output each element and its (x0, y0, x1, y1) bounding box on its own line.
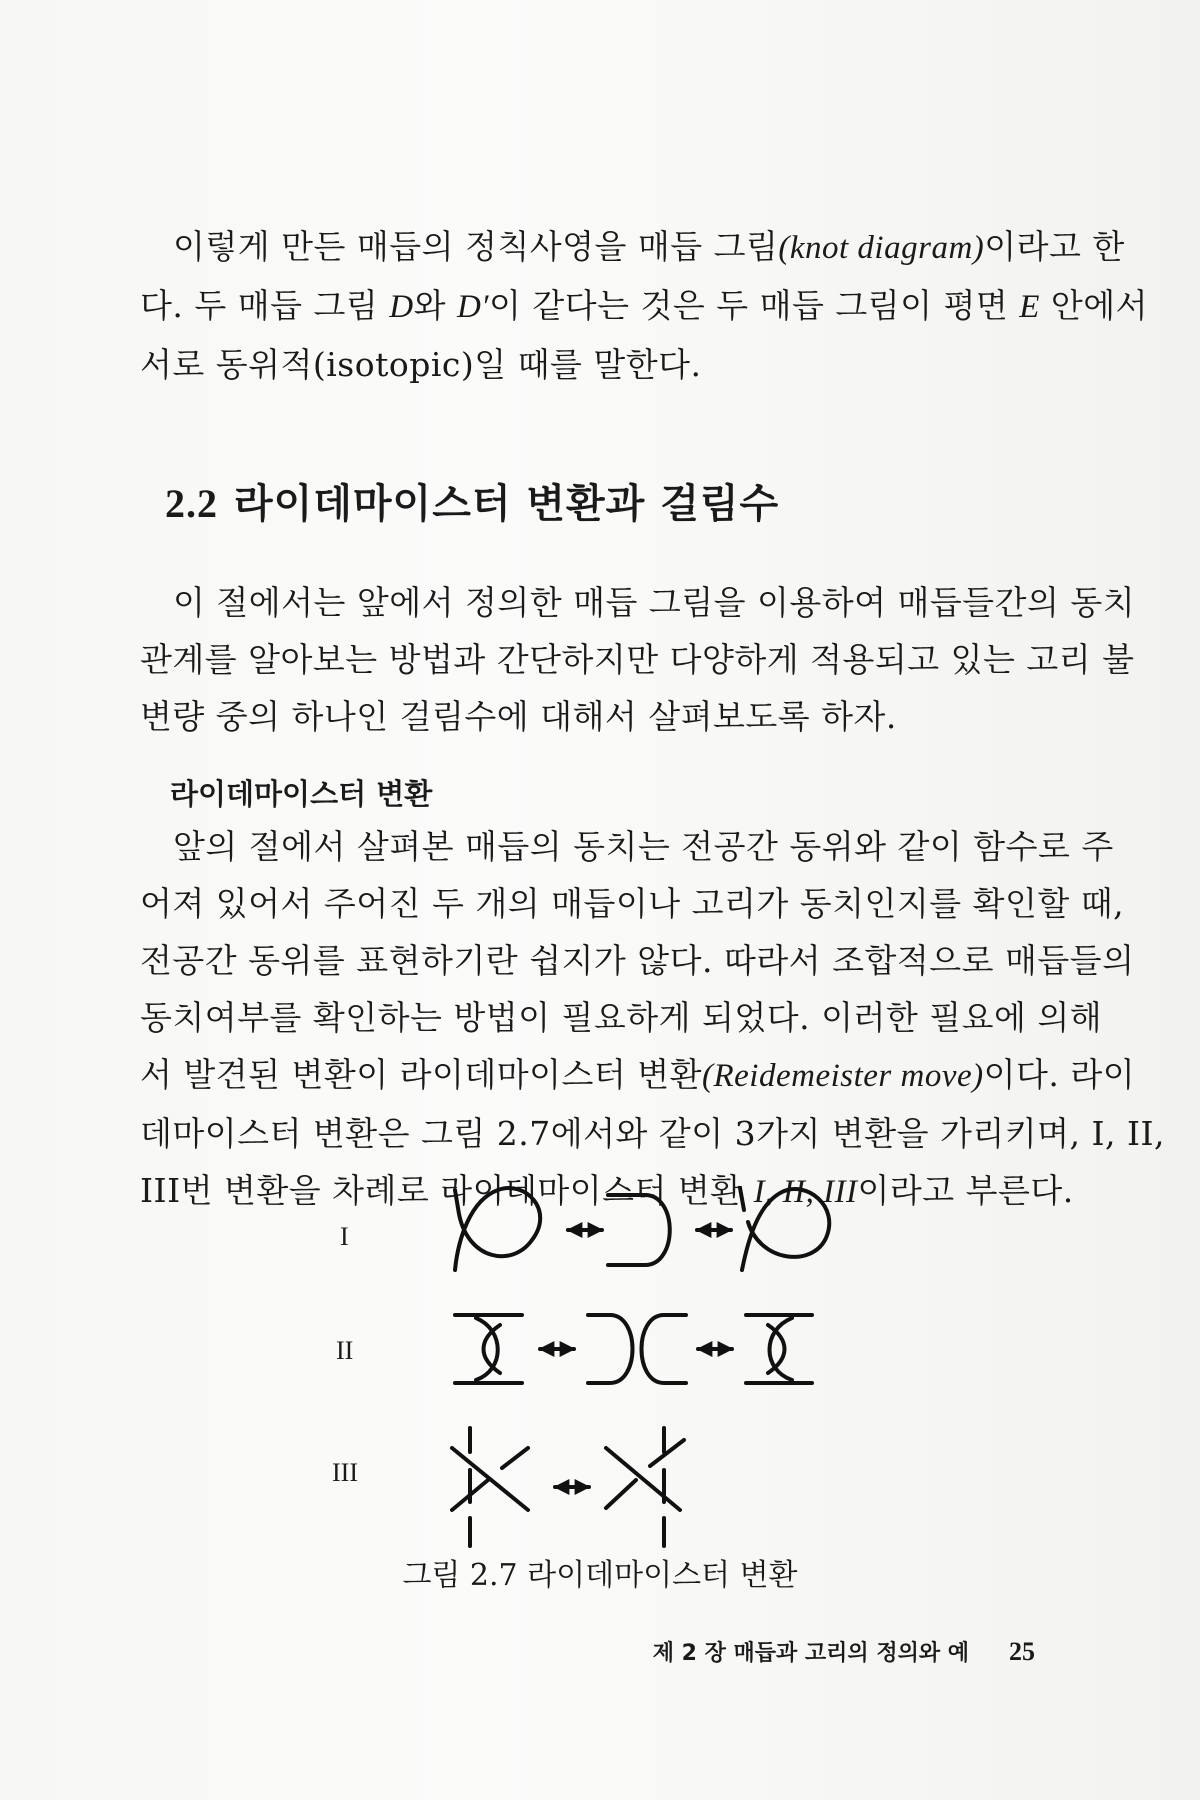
move-names: I, II, III (753, 1174, 858, 1210)
chapter-title: 제 2 장 매듭과 고리의 정의와 예 (652, 1641, 969, 1666)
text-line: 앞의 절에서 살펴본 매듭의 동치는 전공간 동위와 같이 함수로 주 (173, 827, 1114, 866)
move-II-middle (588, 1315, 686, 1383)
move-III-left (452, 1428, 528, 1546)
move-I-right-kink (740, 1188, 829, 1270)
text-span: 이라고 부른다. (857, 1171, 1074, 1210)
figure-label-III: III (332, 1458, 358, 1487)
text-span: 이 같다는 것은 두 매듭 그림이 평면 (489, 286, 1020, 325)
section-number: 2.2 (165, 481, 218, 526)
text-span: 다. 두 매듭 그림 (140, 286, 390, 325)
math-symbol: D′ (456, 289, 489, 325)
subsection-heading: 라이데마이스터 변환 (170, 777, 433, 811)
text-span: 이다. 라이 (983, 1055, 1136, 1094)
text-line: 데마이스터 변환은 그림 2.7에서와 같이 3가지 변환을 가리키며, I, II, (140, 1114, 1166, 1153)
text-line: 어져 있어서 주어진 두 개의 매듭이나 고리가 동치인지를 확인할 때, (140, 884, 1125, 923)
text-span: 서 발견된 변환이 라이데마이스터 변환 (140, 1055, 703, 1094)
math-symbol: E (1019, 289, 1040, 325)
move-III-right (606, 1428, 684, 1546)
section-title: 라이데마이스터 변환과 걸림수 (234, 480, 780, 527)
move-II-right (746, 1315, 812, 1383)
text-line: 동치여부를 확인하는 방법이 필요하게 되었다. 이러한 필요에 의해 (140, 998, 1103, 1037)
page-number: 25 (1009, 1637, 1035, 1666)
text-span: 이렇게 만든 매듭의 정칙사영을 매듭 그림 (173, 227, 779, 266)
term-reidemeister-move: (Reidemeister move) (702, 1058, 984, 1094)
text-span: 와 (413, 286, 457, 325)
figure-caption: 그림 2.7 라이데마이스터 변환 (402, 1558, 798, 1593)
term-knot-diagram: (knot diagram) (778, 230, 985, 266)
move-I-left-kink (455, 1188, 540, 1270)
text-span: 안에서 (1039, 286, 1149, 325)
math-symbol: D (389, 289, 414, 325)
text-span: 이라고 한 (984, 227, 1125, 266)
text-line: 서로 동위적(isotopic)일 때를 말한다. (140, 345, 702, 384)
text-line: 변량 중의 하나인 걸림수에 대해서 살펴보도록 하자. (140, 697, 897, 736)
text-line: 이 절에서는 앞에서 정의한 매듭 그림을 이용하여 매듭들간의 동치 (173, 583, 1136, 622)
text-line: 관계를 알아보는 방법과 간단하지만 다양하게 적용되고 있는 고리 불 (140, 640, 1135, 679)
figure-label-I: I (340, 1222, 349, 1251)
running-footer (653, 1636, 1035, 1667)
move-II-left (455, 1315, 522, 1383)
move-I-plain-arc (608, 1195, 670, 1265)
figure-label-II: II (336, 1336, 354, 1365)
text-span: III번 변환을 차례로 라이데마이스터 변환 (140, 1171, 754, 1210)
text-line: 전공간 동위를 표현하기란 쉽지가 않다. 따라서 조합적으로 매듭들의 (140, 941, 1135, 980)
